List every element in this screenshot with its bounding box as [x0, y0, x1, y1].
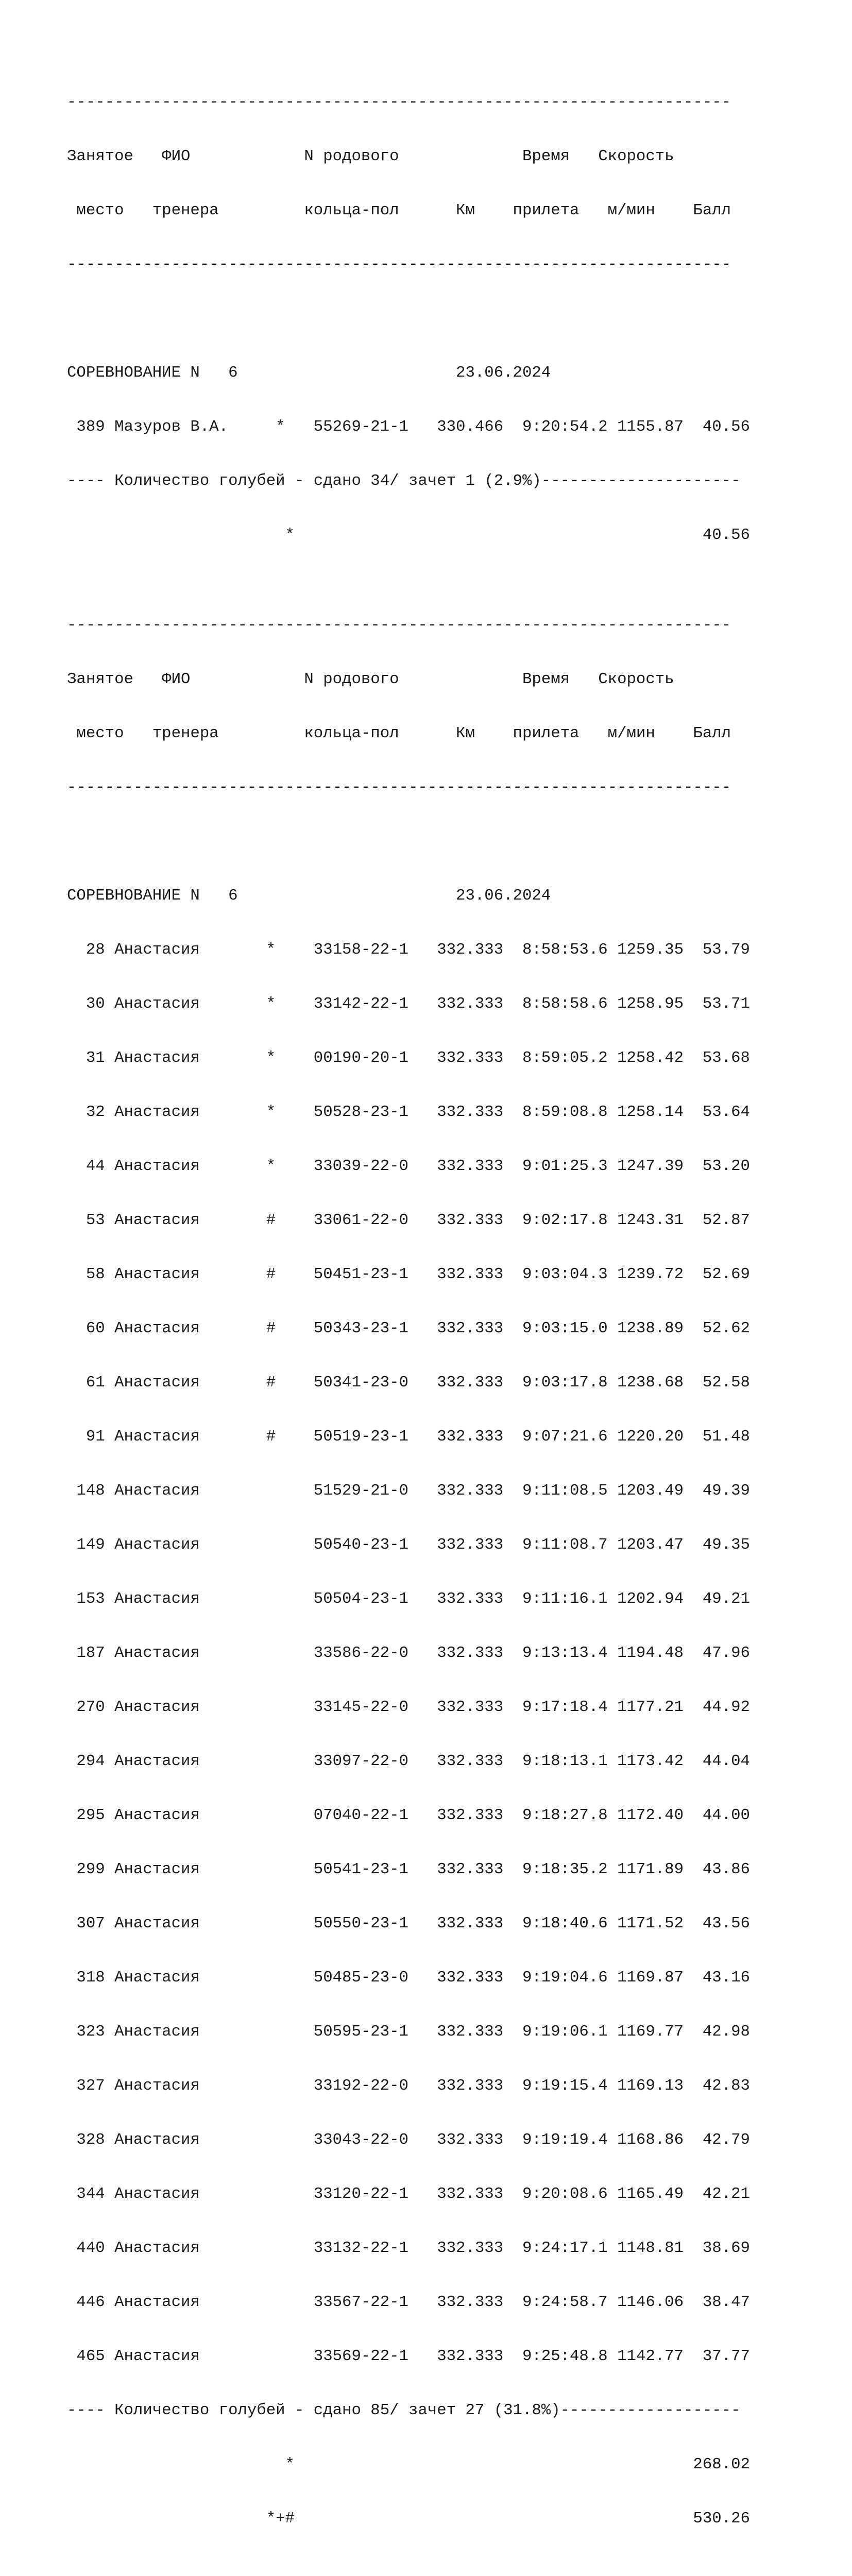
- blank-line: [67, 2564, 750, 2576]
- result-row: 148 Анастасия 51529-21-0 332.333 9:11:08.5 1203.49 49.39: [67, 1482, 750, 1500]
- result-row: 270 Анастасия 33145-22-0 332.333 9:17:18.4 1177.21 44.92: [67, 1698, 750, 1716]
- total-line: * 40.56: [67, 526, 750, 544]
- divider: ----------------------------------------------------------------------: [67, 256, 731, 274]
- result-row: 187 Анастасия 33586-22-0 332.333 9:13:13.4 1194.48 47.96: [67, 1644, 750, 1662]
- result-row: 60 Анастасия # 50343-23-1 332.333 9:03:15.0 1238.89 52.62: [67, 1319, 750, 1337]
- total-line: *+# 530.26: [67, 2510, 750, 2528]
- result-row: 446 Анастасия 33567-22-1 332.333 9:24:58.7 1146.06 38.47: [67, 2293, 750, 2311]
- result-row: 318 Анастасия 50485-23-0 332.333 9:19:04.6 1169.87 43.16: [67, 1969, 750, 1987]
- result-row: 31 Анастасия * 00190-20-1 332.333 8:59:05.2 1258.42 53.68: [67, 1049, 750, 1067]
- result-row: 440 Анастасия 33132-22-1 332.333 9:24:17.1 1148.81 38.69: [67, 2239, 750, 2257]
- result-row: 91 Анастасия # 50519-23-1 332.333 9:07:21.6 1220.20 51.48: [67, 1428, 750, 1446]
- report-listing: [67, 39, 750, 2576]
- column-header-line-1: Занятое ФИО N родового Время Скорость: [67, 147, 674, 165]
- result-row: 328 Анастасия 33043-22-0 332.333 9:19:19.4 1168.86 42.79: [67, 2131, 750, 2149]
- result-row: 344 Анастасия 33120-22-1 332.333 9:20:08.6 1165.49 42.21: [67, 2185, 750, 2203]
- result-row: 58 Анастасия # 50451-23-1 332.333 9:03:04.3 1239.72 52.69: [67, 1265, 750, 1283]
- competition-title: СОРЕВНОВАНИЕ N 6 23.06.2024: [67, 887, 551, 905]
- result-row: 465 Анастасия 33569-22-1 332.333 9:25:48.8 1142.77 37.77: [67, 2347, 750, 2365]
- blank-line: [67, 310, 750, 328]
- result-row: 44 Анастасия * 33039-22-0 332.333 9:01:25.3 1247.39 53.20: [67, 1157, 750, 1175]
- result-row: 28 Анастасия * 33158-22-1 332.333 8:58:53.6 1259.35 53.79: [67, 941, 750, 959]
- result-row: 153 Анастасия 50504-23-1 332.333 9:11:16.1 1202.94 49.21: [67, 1590, 750, 1608]
- column-header-line-2: место тренера кольца-пол Км прилета м/мин Балл: [67, 724, 731, 742]
- result-row: 32 Анастасия * 50528-23-1 332.333 8:59:08.8 1258.14 53.64: [67, 1103, 750, 1121]
- result-row: 389 Мазуров В.А. * 55269-21-1 330.466 9:20:54.2 1155.87 40.56: [67, 418, 750, 436]
- result-row: 30 Анастасия * 33142-22-1 332.333 8:58:58.6 1258.95 53.71: [67, 995, 750, 1013]
- result-row: 295 Анастасия 07040-22-1 332.333 9:18:27.8 1172.40 44.00: [67, 1806, 750, 1824]
- result-row: 323 Анастасия 50595-23-1 332.333 9:19:06.1 1169.77 42.98: [67, 2023, 750, 2041]
- summary-line: ---- Количество голубей - сдано 34/ зачет 1 (2.9%)---------------------: [67, 472, 741, 490]
- result-row: 61 Анастасия # 50341-23-0 332.333 9:03:17.8 1238.68 52.58: [67, 1374, 750, 1392]
- blank-line: [67, 833, 750, 851]
- summary-line: ---- Количество голубей - сдано 85/ зачет 27 (31.8%)-------------------: [67, 2401, 741, 2419]
- result-row: 327 Анастасия 33192-22-0 332.333 9:19:15.4 1169.13 42.83: [67, 2077, 750, 2095]
- competition-title: СОРЕВНОВАНИЕ N 6 23.06.2024: [67, 364, 551, 382]
- result-row: 299 Анастасия 50541-23-1 332.333 9:18:35.2 1171.89 43.86: [67, 1860, 750, 1878]
- total-line: * 268.02: [67, 2455, 750, 2473]
- result-row: 294 Анастасия 33097-22-0 332.333 9:18:13.1 1173.42 44.04: [67, 1752, 750, 1770]
- column-header-line-2: место тренера кольца-пол Км прилета м/мин Балл: [67, 201, 731, 219]
- divider: ----------------------------------------------------------------------: [67, 616, 731, 634]
- result-row: 307 Анастасия 50550-23-1 332.333 9:18:40.6 1171.52 43.56: [67, 1914, 750, 1933]
- result-row: 53 Анастасия # 33061-22-0 332.333 9:02:17.8 1243.31 52.87: [67, 1211, 750, 1229]
- result-row: 149 Анастасия 50540-23-1 332.333 9:11:08.7 1203.47 49.35: [67, 1536, 750, 1554]
- divider: ----------------------------------------------------------------------: [67, 93, 731, 111]
- divider: ----------------------------------------------------------------------: [67, 778, 731, 796]
- column-header-line-1: Занятое ФИО N родового Время Скорость: [67, 670, 674, 688]
